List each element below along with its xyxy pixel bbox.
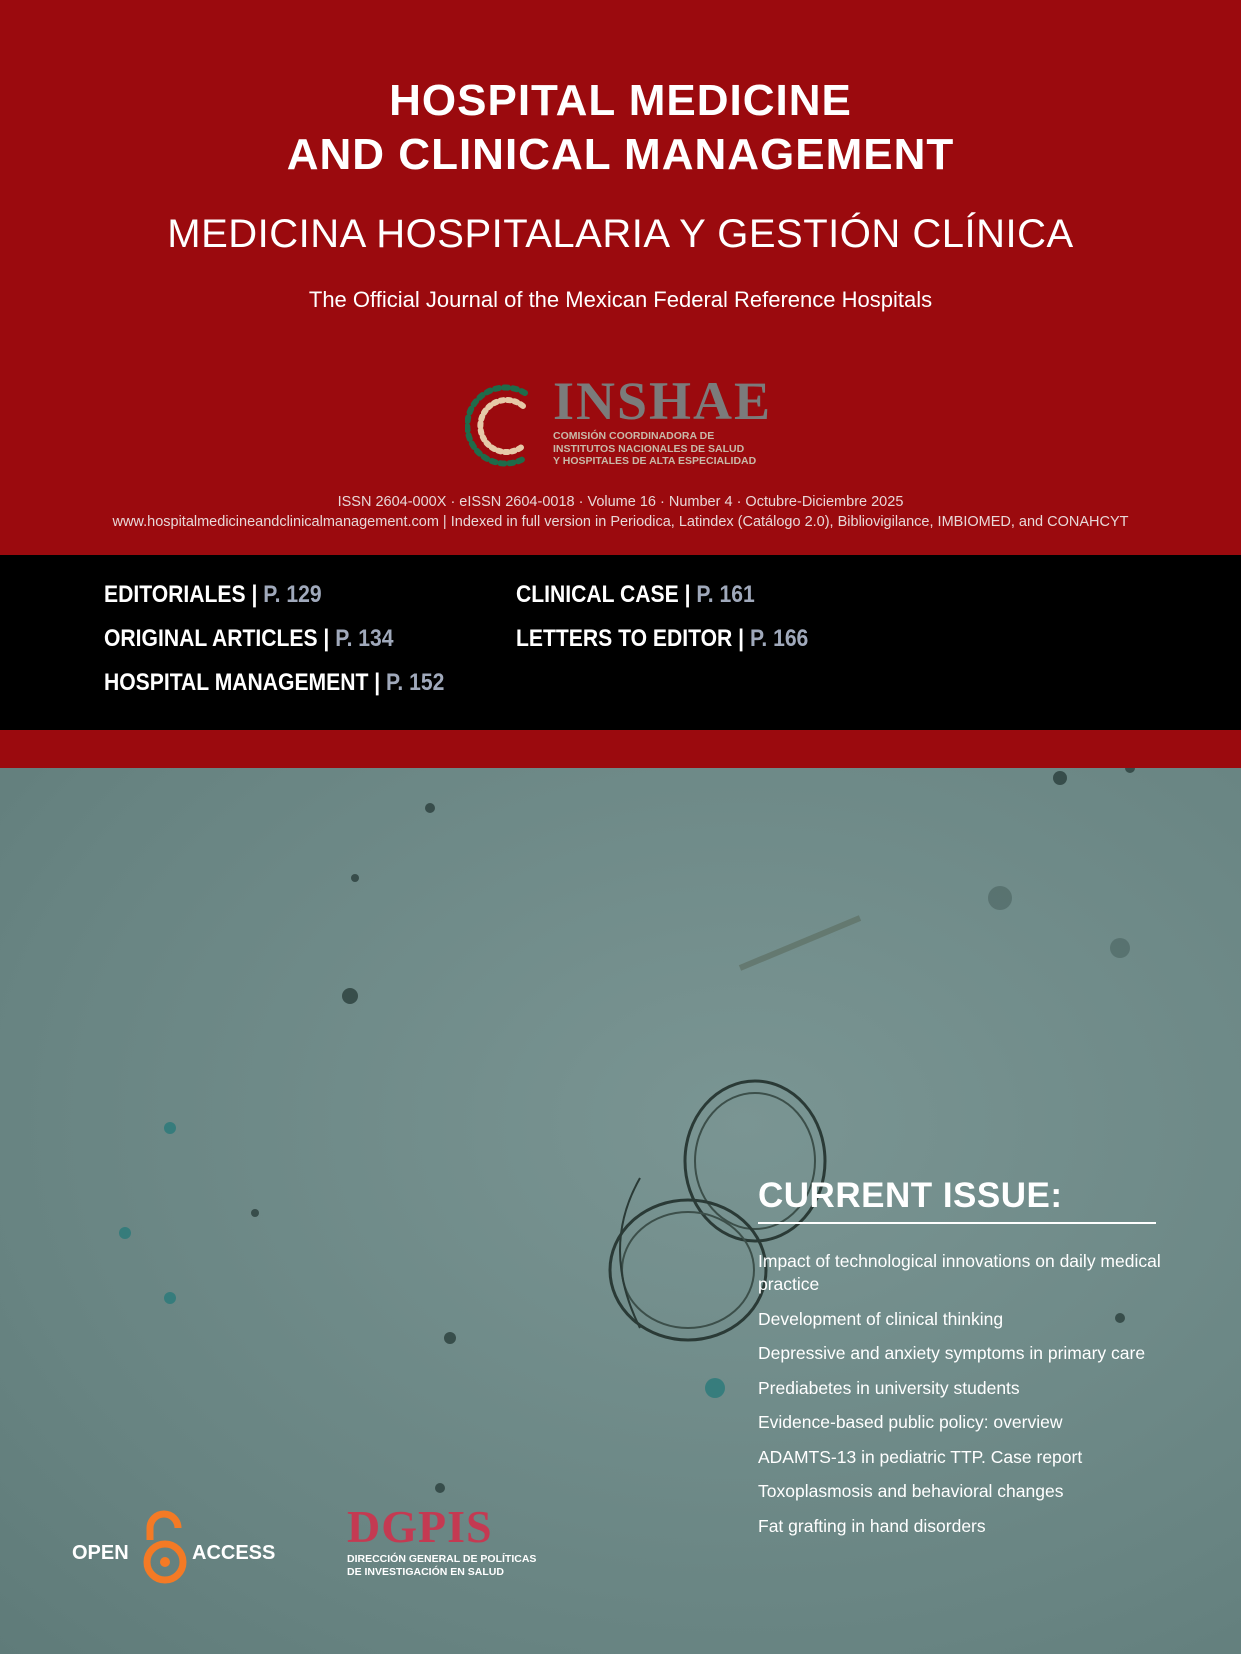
dgpis-line: DIRECCIÓN GENERAL DE POLÍTICAS [347, 1553, 537, 1565]
section-page: P. 129 [263, 581, 322, 608]
section-letters-to-editor[interactable]: LETTERS TO EDITOR | P. 166 [516, 625, 809, 652]
section-label: CLINICAL CASE [516, 581, 679, 608]
list-item[interactable]: Fat grafting in hand disorders [758, 1515, 986, 1536]
open-lock-icon [142, 1510, 188, 1585]
section-label: HOSPITAL MANAGEMENT [104, 669, 369, 696]
journal-title-line2: AND CLINICAL MANAGEMENT [286, 130, 955, 179]
list-item[interactable]: Development of clinical thinking [758, 1308, 1004, 1329]
section-original-articles[interactable]: ORIGINAL ARTICLES | P. 134 [104, 625, 394, 652]
dgpis-line: DE INVESTIGACIÓN EN SALUD [347, 1566, 504, 1578]
section-label: LETTERS TO EDITOR [516, 625, 733, 652]
section-hospital-management[interactable]: HOSPITAL MANAGEMENT | P. 152 [104, 669, 445, 696]
inshae-logo [465, 371, 805, 473]
inshae-line: INSTITUTOS NACIONALES DE SALUD [553, 442, 745, 455]
section-label: EDITORIALES [104, 581, 246, 608]
open-access-logo [72, 1510, 292, 1585]
index-line: www.hospitalmedicineandclinicalmanagement.com | Indexed in full version in Periodica, Latindex (Catálogo 2.0), Bibliovigilance, IMBIOMED, and CONAHCYT [112, 514, 1129, 530]
section-label: ORIGINAL ARTICLES [104, 625, 318, 652]
section-page: P. 161 [696, 581, 755, 608]
inshae-wordmark: INSHAE [553, 371, 773, 431]
list-item[interactable]: Impact of technological innovations on daily medical practice [758, 1251, 1161, 1294]
list-item[interactable]: Prediabetes in university students [758, 1377, 1020, 1398]
issn-line: ISSN 2604-000X · eISSN 2604-0018 · Volume 16 · Number 4 · Octubre-Diciembre 2025 [337, 494, 904, 510]
section-clinical-case[interactable]: CLINICAL CASE | P. 161 [516, 581, 755, 608]
journal-tagline: The Official Journal of the Mexican Federal Reference Hospitals [308, 287, 933, 312]
list-item[interactable]: Evidence-based public policy: overview [758, 1412, 1063, 1432]
inshae-line: Y HOSPITALES DE ALTA ESPECIALIDAD [553, 455, 757, 467]
section-page: P. 134 [335, 625, 394, 652]
dgpis-subtitle [347, 1553, 536, 1579]
open-label: OPEN [72, 1542, 129, 1564]
section-page: P. 166 [749, 625, 809, 652]
cyst-upper [685, 1081, 825, 1241]
cyst-lower [610, 1200, 766, 1340]
current-issue-heading: CURRENT ISSUE: [758, 1176, 1063, 1215]
section-page: P. 152 [386, 669, 445, 696]
heading-divider [758, 1222, 1156, 1224]
journal-title-line1: HOSPITAL MEDICINE [389, 76, 852, 125]
dgpis-wordmark: DGPIS [347, 1501, 493, 1552]
access-label: ACCESS [192, 1542, 276, 1564]
section-editoriales[interactable]: EDITORIALES | P. 129 [104, 581, 322, 608]
inshae-line: COMISIÓN COORDINADORA DE [553, 430, 715, 442]
journal-title-spanish: MEDICINA HOSPITALARIA Y GESTIÓN CLÍNICA [167, 212, 1074, 256]
inshae-subtitle [553, 430, 756, 468]
list-item[interactable]: Toxoplasmosis and behavioral changes [758, 1481, 1064, 1501]
list-item[interactable]: Depressive and anxiety symptoms in primary care [758, 1343, 1146, 1363]
dgpis-logo [347, 1501, 537, 1579]
current-issue-list [758, 1250, 1178, 1549]
inshae-emblem-icon [465, 378, 545, 473]
list-item[interactable]: ADAMTS-13 in pediatric TTP. Case report [758, 1446, 1083, 1467]
